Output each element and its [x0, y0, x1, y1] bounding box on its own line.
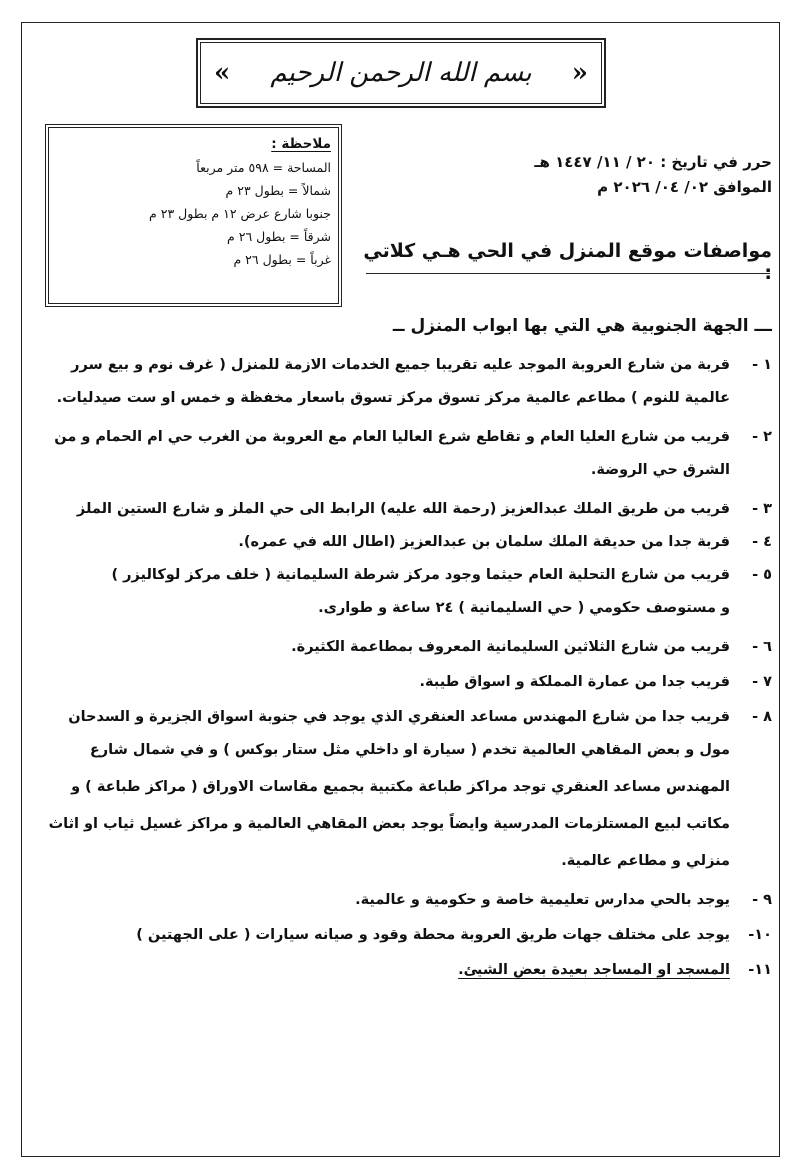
- item-number: ٥ -: [752, 567, 772, 583]
- item-text-line: منزلي و مطاعم عالمية.: [561, 853, 730, 869]
- basmala-calligraphy: بسم الله الرحمن الرحيم: [270, 58, 532, 88]
- left-bracket: «: [214, 58, 231, 88]
- item-text-line: مكاتب لبيع المستلزمات المدرسية وايضاً يوجد بعض المقاهي العالمية و مراكز غسيل ثياب او اثاث: [48, 816, 730, 832]
- note-line-area: المساحة = ٥٩٨ متر مربعاً: [196, 160, 331, 175]
- item-text-line: قريب من شارع التحلية العام حيثما وجود مركز شرطة السليمانية ( خلف مركز لوكاليزر ): [111, 567, 730, 583]
- heading-divider: [366, 273, 770, 274]
- document-heading: مواصفات موقع المنزل في الحي هـي كلاتي :: [363, 240, 772, 284]
- item-text-line: قريب جدا من عمارة المملكة و اسواق طيبة.: [419, 674, 730, 690]
- item-number: ٨ -: [752, 709, 772, 725]
- hijri-date: حرر في تاريخ : ٢٠ / ١١/ ١٤٤٧ هـ: [534, 153, 772, 171]
- item-text-line: يوجد على مختلف جهات طريق العروبة محطة وقود و صيانه سيارات ( على الجهتين ): [136, 927, 730, 943]
- list-item: [32, 494, 772, 524]
- section-subheading: ـــ الجهة الجنوبية هي التي بها ابواب المنزل ــ: [392, 316, 772, 336]
- note-line-east: شرقاً = بطول ٢٦ م: [227, 229, 331, 244]
- list-item: [32, 527, 772, 557]
- note-title: ملاحظة :: [271, 136, 331, 152]
- item-number: ٣ -: [752, 501, 772, 517]
- list-item: [32, 955, 772, 985]
- item-text-line: و مستوصف حكومي ( حي السليمانية ) ٢٤ ساعة و طوارى.: [318, 600, 730, 616]
- item-text-line: قريب من طريق الملك عبدالعزيز (رحمة الله عليه) الرابط الى حي الملز و شارع الستين الملز: [76, 501, 730, 517]
- list-item: [32, 632, 772, 662]
- item-text-line: قربة من شارع العروبة الموجد عليه تقريبا جميع الخدمات الازمة للمنزل ( غرف نوم و بيع سرر: [71, 357, 730, 373]
- item-text-line: مول و بعض المقاهي العالمية تخدم ( سيارة او داخلي مثل ستار بوكس ) و في شمال شارع: [89, 742, 730, 758]
- item-text-line: الشرق حي الروضة.: [590, 462, 730, 478]
- item-number: ١١-: [748, 962, 772, 978]
- item-text-line: قريب من شارع العليا العام و تقاطع شرع العاليا العام مع العروبة من الغرب حي ام الحمام و من: [54, 429, 730, 445]
- item-number: ١ -: [752, 357, 772, 373]
- list-item: [32, 885, 772, 915]
- right-bracket: »: [571, 58, 588, 88]
- item-number: ٢ -: [752, 429, 772, 445]
- item-text-line: يوجد بالحي مدارس تعليمية خاصة و حكومية و عالمية.: [355, 892, 730, 908]
- item-text-line: عالمية للنوم ) مطاعم عالمية مركز تسوق مركز تسوق باسعار مخفظة و خمس او ست صيدليات.: [56, 390, 730, 406]
- note-box: [45, 124, 342, 307]
- item-text-line: قريب جدا من شارع المهندس مساعد العنقري الذي يوجد في جنوبة اسواق الجزيرة و السدحان: [68, 709, 730, 725]
- basmala-header: [196, 38, 606, 108]
- item-number: ٧ -: [752, 674, 772, 690]
- item-number: ٤ -: [752, 534, 772, 550]
- note-line-west: غرباً = بطول ٢٦ م: [233, 252, 331, 267]
- item-number: ١٠-: [748, 927, 772, 943]
- note-line-north: شمالاً = بطول ٢٣ م: [225, 183, 331, 198]
- item-text-line: المهندس مساعد العنقري توجد مراكز طباعة مكتبية بجميع مقاسات الاوراق ( مراكز طباعة ) و: [71, 779, 730, 795]
- list-item: [32, 350, 772, 417]
- item-number: ٦ -: [752, 639, 772, 655]
- item-number: ٩ -: [752, 892, 772, 908]
- items-list: [32, 345, 772, 985]
- note-line-south: جنوبا شارع عرض ١٢ م بطول ٢٣ م: [149, 206, 331, 221]
- list-item: [32, 422, 772, 489]
- list-item: [32, 920, 772, 950]
- list-item: [32, 560, 772, 627]
- item-text-line: قريب من شارع الثلاثين السليمانية المعروف بمطاعمة الكثيرة.: [291, 639, 730, 655]
- list-item: [32, 702, 772, 880]
- item-text-line: المسجد او المساجد بعيدة بعض الشيئ.: [458, 962, 730, 978]
- list-item: [32, 667, 772, 697]
- date-block: [372, 150, 772, 200]
- item-text-line: قربة جدا من حديقة الملك سلمان بن عبدالعزيز (اطال الله في عمره).: [238, 534, 730, 550]
- gregorian-date: الموافق ٠٢/ ٠٤/ ٢٠٢٦ م: [597, 178, 772, 196]
